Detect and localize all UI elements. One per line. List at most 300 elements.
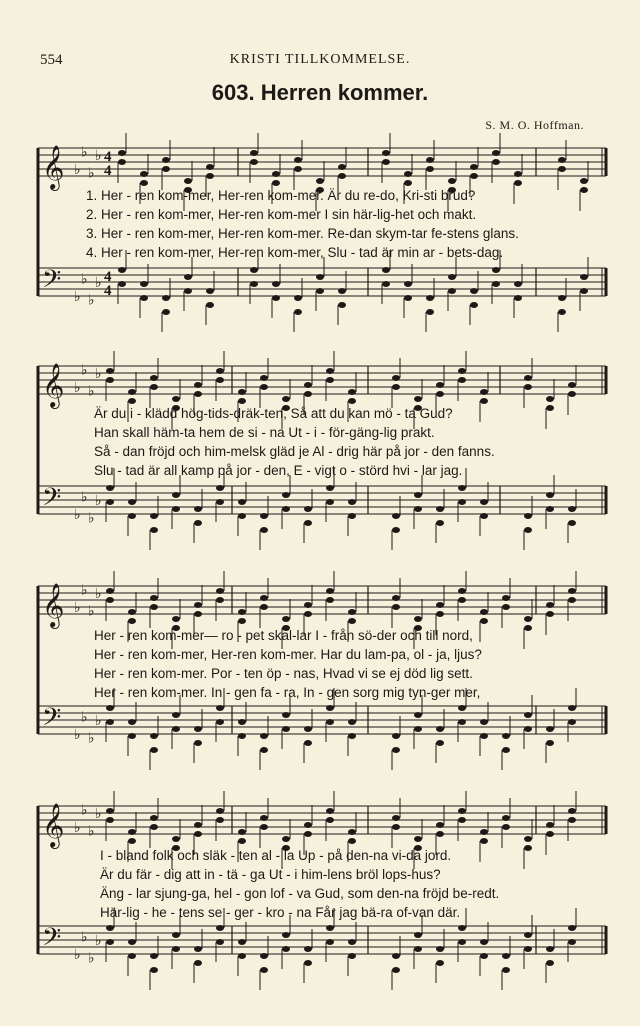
note-head [568,705,576,711]
note-head [172,396,180,402]
note-head [128,953,136,959]
note-head [546,506,554,512]
note-head [260,733,268,739]
note-head [382,150,390,156]
note-head [238,733,246,739]
note-head [128,499,136,505]
note-head [162,309,170,315]
note-head [216,499,224,505]
note-head [238,499,246,505]
note-head [150,384,158,390]
note-head [502,815,510,821]
note-head [326,939,334,945]
note-head [326,368,334,374]
note-head [238,829,246,835]
note-head [458,485,466,491]
note-head [304,602,312,608]
note-head [172,492,180,498]
note-head [216,597,224,603]
note-head [106,719,114,725]
note-head [326,925,334,931]
note-head [150,595,158,601]
note-head [128,829,136,835]
note-head [106,588,114,594]
note-head [414,616,422,622]
note-head [502,953,510,959]
note-head [348,389,356,395]
note-head [326,808,334,814]
note-head [216,705,224,711]
note-head [260,604,268,610]
note-head [348,609,356,615]
note-head [294,295,302,301]
lyric-line: Her - ren kom-mer. Por - ten öp - nas, Hvad vi se ej död lig sett. [94,666,473,681]
note-head [282,712,290,718]
note-head [514,171,522,177]
note-head [294,157,302,163]
note-head [194,946,202,952]
note-head [238,838,246,844]
note-head [580,178,588,184]
note-head [282,726,290,732]
note-head [568,391,576,397]
note-head [580,274,588,280]
note-head [238,513,246,519]
note-head [194,391,202,397]
flat-sign: ♭ [95,933,102,949]
note-head [458,719,466,725]
note-head [118,150,126,156]
note-head [106,705,114,711]
note-head [304,506,312,512]
time-signature: 4 [104,269,112,285]
flat-sign: ♭ [95,148,102,164]
note-head [546,831,554,837]
note-head [382,159,390,165]
note-head [184,288,192,294]
note-head [316,274,324,280]
bass-clef: 𝄢 [42,265,62,300]
note-head [260,747,268,753]
note-head [502,824,510,830]
note-head [348,499,356,505]
flat-sign: ♭ [88,603,95,620]
note-head [172,836,180,842]
note-head [184,274,192,280]
note-head [326,597,334,603]
running-head: KRISTI TILLKOMMELSE. [229,52,411,67]
note-head [206,164,214,170]
note-head [238,939,246,945]
note-head [118,281,126,287]
note-head [392,527,400,533]
note-head [194,611,202,617]
note-head [150,953,158,959]
note-head [436,382,444,388]
note-head [250,150,258,156]
note-head [294,166,302,172]
note-head [260,824,268,830]
treble-clef: 𝄞 [42,145,65,189]
flat-sign: ♭ [81,582,88,599]
note-head [348,829,356,835]
note-head [304,391,312,397]
note-head [238,618,246,624]
note-head [546,611,554,617]
note-head [480,838,488,844]
note-head [480,389,488,395]
note-head [194,831,202,837]
note-head [348,618,356,624]
note-head [304,740,312,746]
flat-sign: ♭ [81,144,88,161]
note-head [206,173,214,179]
note-head [492,267,500,273]
note-head [568,520,576,526]
note-head [568,808,576,814]
note-head [502,733,510,739]
note-head [304,726,312,732]
note-head [326,588,334,594]
note-head [568,925,576,931]
note-head [150,527,158,533]
note-head [524,712,532,718]
flat-sign: ♭ [81,489,88,506]
note-head [348,719,356,725]
note-head [426,166,434,172]
lyrics-block-4 [100,846,610,922]
note-head [458,939,466,945]
note-head [272,281,280,287]
note-head [106,817,114,823]
note-head [128,609,136,615]
note-head [106,597,114,603]
note-head [558,166,566,172]
note-head [316,178,324,184]
note-head [546,740,554,746]
note-head [480,829,488,835]
note-head [172,506,180,512]
note-head [558,295,566,301]
hymn-title: 603. Herren kommer. [211,80,429,105]
flat-sign: ♭ [95,806,102,822]
note-head [326,817,334,823]
flat-sign: ♭ [81,929,88,946]
note-head [426,157,434,163]
note-head [480,939,488,945]
note-head [162,295,170,301]
lyric-line: 3. Her - ren kom-mer, Her-ren kom-mer. Re-dan skym-tar fe-stens glans. [86,226,519,241]
note-head [106,368,114,374]
note-head [162,166,170,172]
note-head [150,513,158,519]
note-head [546,946,554,952]
note-head [458,377,466,383]
note-head [458,705,466,711]
note-head [426,295,434,301]
note-head [194,602,202,608]
note-head [524,616,532,622]
note-head [480,499,488,505]
flat-sign: ♭ [88,292,95,309]
note-head [150,824,158,830]
note-head [436,960,444,966]
note-head [150,375,158,381]
note-head [382,281,390,287]
note-head [492,159,500,165]
note-head [458,925,466,931]
note-head [448,288,456,294]
note-head [348,733,356,739]
note-head [414,836,422,842]
note-head [514,281,522,287]
flat-sign: ♭ [95,493,102,509]
flat-sign: ♭ [88,823,95,840]
note-head [546,726,554,732]
note-head [194,382,202,388]
note-head [502,747,510,753]
note-head [106,939,114,945]
note-head [238,953,246,959]
flat-sign: ♭ [74,380,81,396]
note-head [392,375,400,381]
flat-sign: ♭ [95,275,102,291]
note-head [502,604,510,610]
flat-sign: ♭ [88,510,95,527]
flat-sign: ♭ [95,366,102,382]
note-head [568,597,576,603]
lyric-line: Her - ren kom-mer, Her-ren kom-mer. Har du lam-pa, ol - ja, ljus? [94,647,482,662]
note-head [194,822,202,828]
note-head [404,171,412,177]
note-head [568,719,576,725]
flat-sign: ♭ [74,727,81,743]
note-head [304,960,312,966]
note-head [194,740,202,746]
note-head [106,925,114,931]
note-head [304,946,312,952]
note-head [260,527,268,533]
page-number: 554 [40,52,63,68]
note-head [448,274,456,280]
note-head [436,740,444,746]
note-head [524,513,532,519]
note-head [194,960,202,966]
note-head [216,925,224,931]
note-head [568,506,576,512]
note-head [436,822,444,828]
note-head [172,932,180,938]
flat-sign: ♭ [81,802,88,819]
note-head [216,808,224,814]
note-head [480,719,488,725]
note-head [150,815,158,821]
note-head [436,831,444,837]
note-head [458,588,466,594]
time-signature: 4 [104,283,112,299]
lyrics-block-1 [86,186,596,262]
flat-sign: ♭ [74,820,81,836]
note-head [304,382,312,388]
note-head [392,815,400,821]
note-head [480,609,488,615]
note-head [304,822,312,828]
note-head [338,288,346,294]
note-head [480,513,488,519]
note-head [172,946,180,952]
note-head [272,295,280,301]
flat-sign: ♭ [88,383,95,400]
flat-sign: ♭ [88,950,95,967]
lyric-line: Slu - tad är all kamp på jor - den, E - vigt o - störd hvi - lar jag. [94,463,463,478]
note-head [260,967,268,973]
note-head [260,375,268,381]
note-head [524,932,532,938]
note-head [326,705,334,711]
note-head [206,302,214,308]
flat-sign: ♭ [95,713,102,729]
note-head [492,150,500,156]
note-head [216,719,224,725]
note-head [480,953,488,959]
note-head [194,726,202,732]
note-head [128,838,136,844]
note-head [392,604,400,610]
note-head [414,932,422,938]
note-head [392,384,400,390]
note-head [414,396,422,402]
note-head [436,611,444,617]
note-head [392,513,400,519]
note-head [338,302,346,308]
note-head [206,288,214,294]
flat-sign: ♭ [81,709,88,726]
note-head [348,838,356,844]
note-head [260,953,268,959]
note-head [546,492,554,498]
note-head [568,939,576,945]
lyrics-block-2 [94,404,604,480]
note-head [282,932,290,938]
note-head [326,719,334,725]
note-head [436,391,444,397]
note-head [524,384,532,390]
note-head [524,946,532,952]
note-head [118,267,126,273]
note-head [414,712,422,718]
note-head [106,377,114,383]
note-head [458,597,466,603]
note-head [392,595,400,601]
note-head [250,159,258,165]
note-head [150,747,158,753]
note-head [326,499,334,505]
lyric-line: Her - ren kom-mer— ro - pet skal-lar I - från sö-der och till nord, [94,628,473,643]
bass-clef: 𝄢 [42,923,62,958]
lyric-line: Här-lig - he - tens se - ger - kro - na Får jag bä-ra of-van där. [100,905,461,920]
composer-credit: S. M. O. Hoffman. [485,118,584,132]
note-head [448,178,456,184]
note-head [216,485,224,491]
note-head [172,616,180,622]
note-head [558,309,566,315]
note-head [106,808,114,814]
note-head [118,159,126,165]
note-head [546,602,554,608]
bass-clef: 𝄢 [42,483,62,518]
note-head [338,173,346,179]
note-head [294,309,302,315]
note-head [502,595,510,601]
note-head [216,939,224,945]
note-head [326,485,334,491]
note-head [348,953,356,959]
note-head [502,967,510,973]
lyric-line: Her - ren kom-mer. In - gen fa - ra, In - gen sorg mig tyn-ger mer, [94,685,481,700]
note-head [414,506,422,512]
note-head [436,946,444,952]
note-head [470,164,478,170]
note-head [348,513,356,519]
note-head [382,267,390,273]
note-head [106,485,114,491]
note-head [546,960,554,966]
note-head [128,513,136,519]
flat-sign: ♭ [74,289,81,305]
note-head [282,396,290,402]
note-head [128,733,136,739]
flat-sign: ♭ [88,730,95,747]
note-head [250,281,258,287]
note-head [524,726,532,732]
note-head [216,588,224,594]
treble-clef: 𝄞 [42,583,65,627]
note-head [216,368,224,374]
note-head [392,953,400,959]
note-head [392,824,400,830]
note-head [272,171,280,177]
note-head [150,967,158,973]
note-head [326,377,334,383]
note-head [260,815,268,821]
note-head [304,611,312,617]
note-head [282,946,290,952]
flat-sign: ♭ [74,600,81,616]
flat-sign: ♭ [95,586,102,602]
note-head [470,173,478,179]
flat-sign: ♭ [81,362,88,379]
note-head [106,499,114,505]
note-head [470,302,478,308]
lyrics-block-3 [94,626,604,702]
note-head [568,588,576,594]
note-head [128,389,136,395]
note-head [172,712,180,718]
note-head [128,618,136,624]
note-head [172,726,180,732]
lyric-line: 2. Her - ren kom-mer, Her-ren kom-mer I sin här-lig-het och makt. [86,207,477,222]
note-head [492,281,500,287]
note-head [458,499,466,505]
note-head [194,520,202,526]
flat-sign: ♭ [81,271,88,288]
note-head [458,368,466,374]
note-head [514,295,522,301]
note-head [140,295,148,301]
lyric-line: 1. Her - ren kom-mer, Her-ren kom-mer. Är du re-do, Kri-sti brud? [86,188,476,203]
note-head [458,817,466,823]
note-head [414,726,422,732]
